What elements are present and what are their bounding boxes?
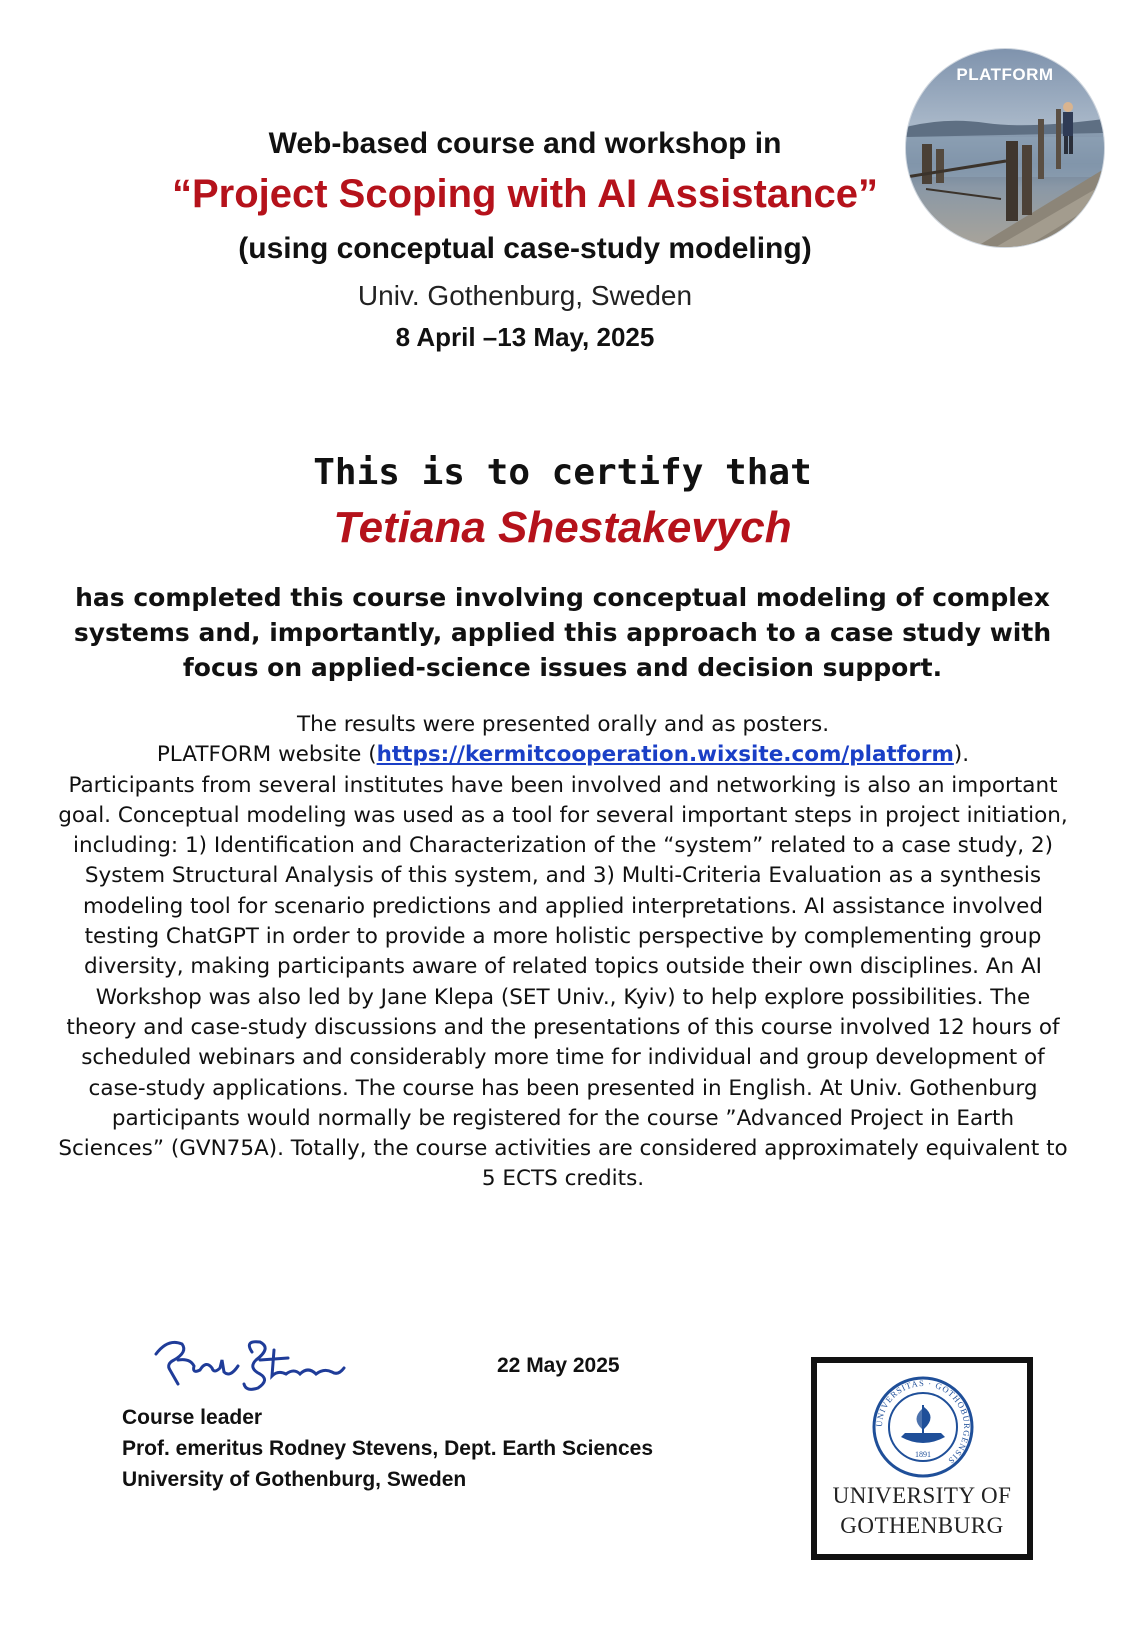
course-location: Univ. Gothenburg, Sweden (357, 280, 693, 311)
leader-role: Course leader (122, 1406, 263, 1429)
seal-year: 1891 (915, 1450, 931, 1459)
university-seal-icon (871, 1375, 975, 1479)
course-type-heading: Web-based course and workshop in (268, 127, 782, 160)
website-suffix: ). (953, 742, 970, 768)
course-dates: 8 April –13 May, 2025 (395, 322, 655, 352)
platform-website-link[interactable]: https://kermitcooperation.wixsite.com/platform (376, 742, 954, 768)
description-paragraph: Participants from several institutes have been involved and networking is also an important goal. Conceptual modeling was used as a tool for several important steps in project initiation, including: 1) Identification and Characterization of the “system” related to a case study, 2) System Structural Analysis of this system, and 3) Multi-Criteria Evaluation as a synthesis modeling tool for scenario predictions and applied interpretations. AI assistance involved testing ChatGPT in order to provide a more holistic perspective by complementing group diversity, making participants aware of related topics outside their own disciplines. An AI Workshop was also led by Jane Klepa (SET Univ., Kyiv) to help explore possibilities. The theory and case-study discussions and the presentations of this course involved 12 hours of scheduled webinars and considerably more time for individual and group development of case-study applications. The course has been presented in English. At Univ. Gothenburg participants would normally be registered for the course ”Advanced Project in Earth Sciences” (GVN75A). Totally, the course activities are considered approximately equivalent to 5 ECTS credits. (58, 772, 1068, 1192)
results-intro: The results were presented orally and as posters. (296, 712, 830, 737)
university-name-line1: UNIVERSITY OF (832, 1483, 1012, 1508)
university-logo (811, 1357, 1033, 1560)
platform-photo-badge (906, 49, 1104, 247)
recipient-name: Tetiana Shestakevych (333, 503, 792, 552)
leader-name: Prof. emeritus Rodney Stevens, Dept. Earth Sciences (122, 1437, 654, 1460)
rodney-stevens-signature (148, 1330, 348, 1396)
platform-badge-label: PLATFORM (956, 65, 1054, 84)
course-title: “Project Scoping with AI Assistance” (171, 172, 879, 216)
website-prefix: PLATFORM website ( (156, 742, 377, 768)
course-leader-block (122, 1402, 653, 1495)
completion-statement: has completed this course involving conceptual modeling of complex systems and, importantly, applied this approach to a case study with focus on applied-science issues and decision support. (73, 583, 1052, 682)
signature-date: 22 May 2025 (497, 1354, 620, 1377)
seal-ring-text: UNIVERSITAS · GOTHOBURGENSIS (873, 1377, 973, 1467)
university-name-line2: GOTHENBURG (840, 1513, 1004, 1538)
leader-affiliation: University of Gothenburg, Sweden (122, 1468, 467, 1491)
certify-statement: This is to certify that (313, 452, 812, 493)
course-subtitle: (using conceptual case-study modeling) (238, 232, 812, 265)
course-description (58, 710, 1068, 1195)
